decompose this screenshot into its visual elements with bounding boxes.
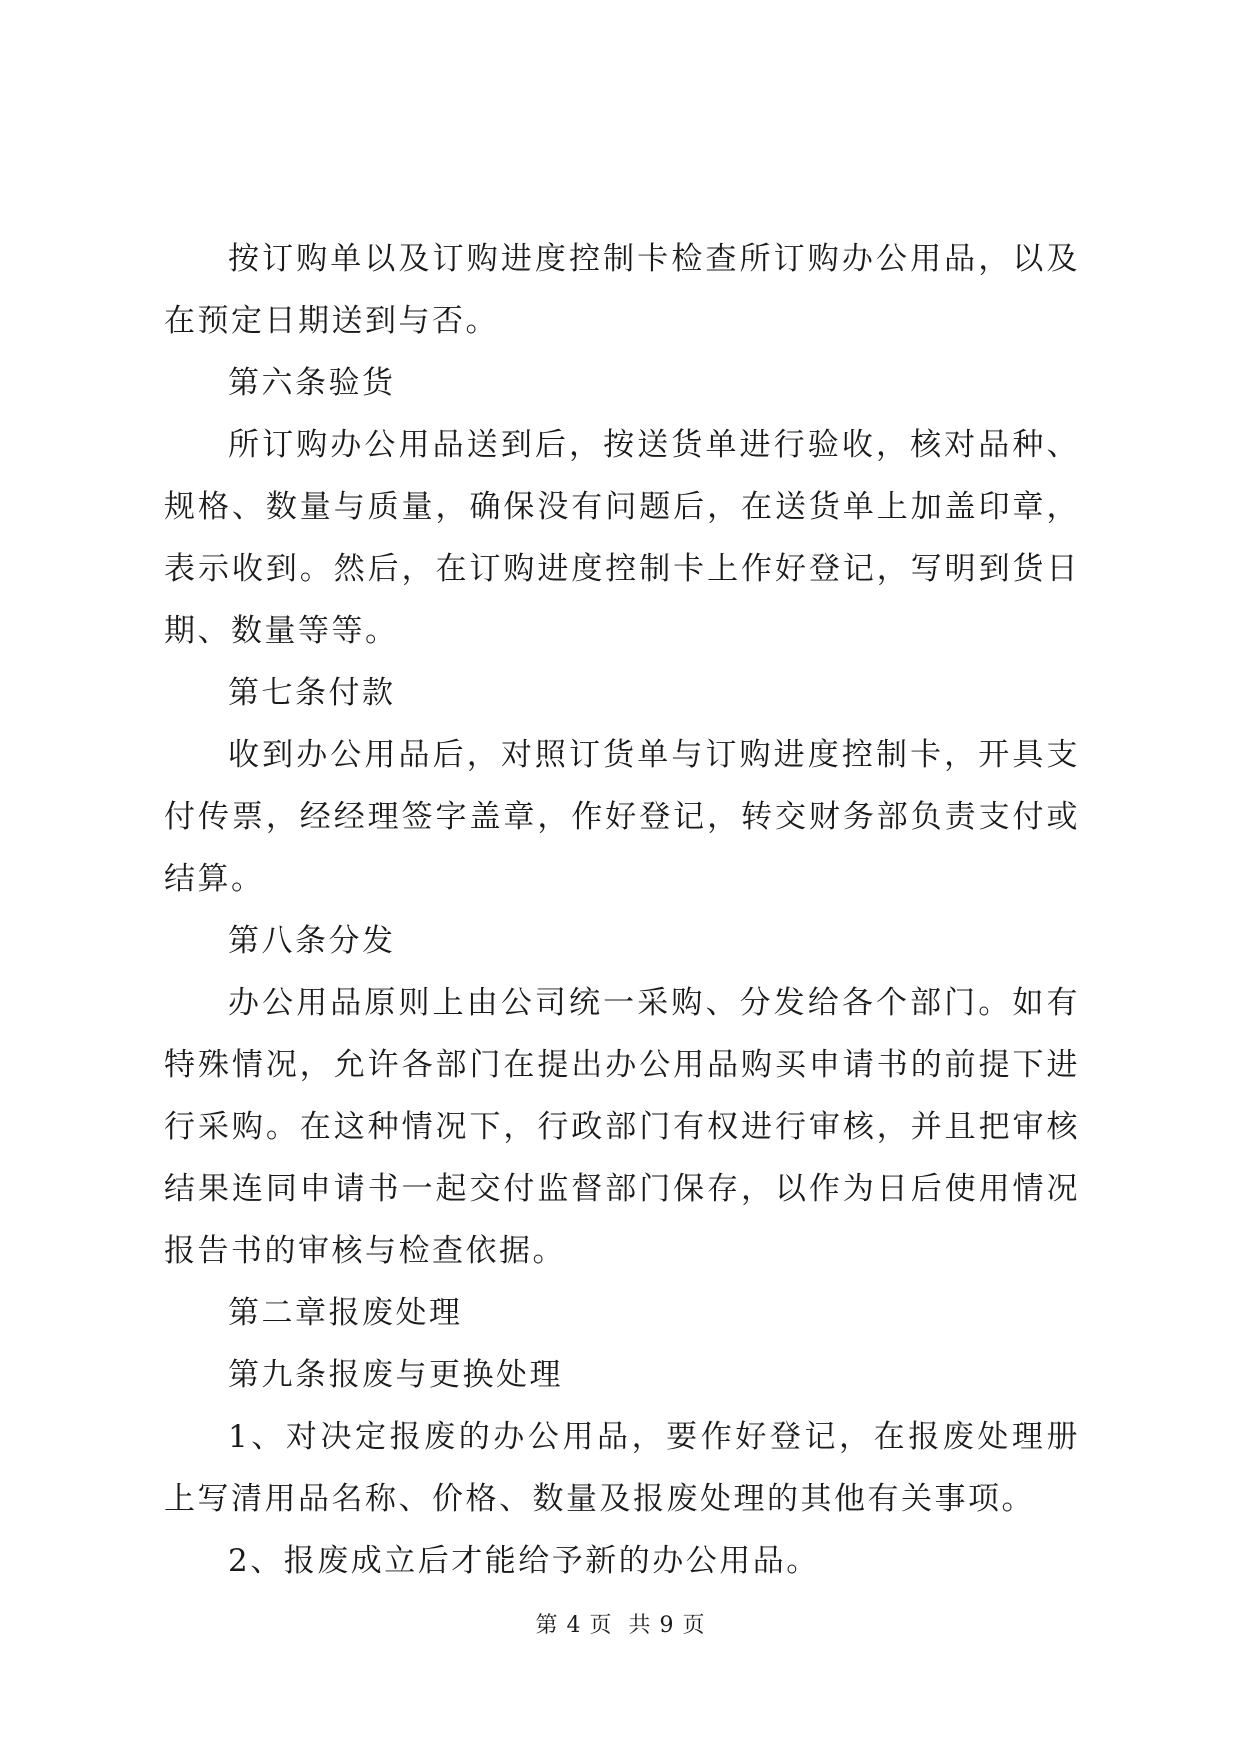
paragraph-article-6: 所订购办公用品送到后，按送货单进行验收，核对品种、规格、数量与质量，确保没有问题后，在送货单上加盖印章，表示收到。然后，在订购进度控制卡上作好登记，写明到货日期、数量等等。 [164,427,1080,649]
page-number-label: 第 4 页 共 9 页 [535,1613,706,1638]
paragraph-article-8: 办公用品原则上由公司统一采购、分发给各个部门。如有特殊情况，允许各部门在提出办公用品购买申请书的前提下进行采购。在这种情况下，行政部门有权进行审核，并且把审核结果连同申请书一起交付监督部门保存，以作为日后使用情况报告书的审核与检查依据。 [164,985,1080,1269]
paragraph-article-9-item-2: 2、报废成立后才能给予新的办公用品。 [228,1543,820,1579]
document-body [164,228,1080,1592]
heading-chapter-2: 第二章报废处理 [228,1295,463,1331]
paragraph-inspection-check: 按订购单以及订购进度控制卡检查所订购办公用品，以及在预定日期送到与否。 [164,241,1080,339]
page-footer [0,1608,1241,1639]
heading-article-7: 第七条付款 [228,675,396,711]
heading-article-8: 第八条分发 [228,923,396,959]
heading-article-9: 第九条报废与更换处理 [228,1357,563,1393]
heading-article-6: 第六条验货 [228,365,396,401]
paragraph-article-7: 收到办公用品后，对照订货单与订购进度控制卡，开具支付传票，经经理签字盖章，作好登记，转交财务部负责支付或结算。 [164,737,1080,897]
paragraph-article-9-item-1: 1、对决定报废的办公用品，要作好登记，在报废处理册上写清用品名称、价格、数量及报废处理的其他有关事项。 [164,1419,1080,1517]
